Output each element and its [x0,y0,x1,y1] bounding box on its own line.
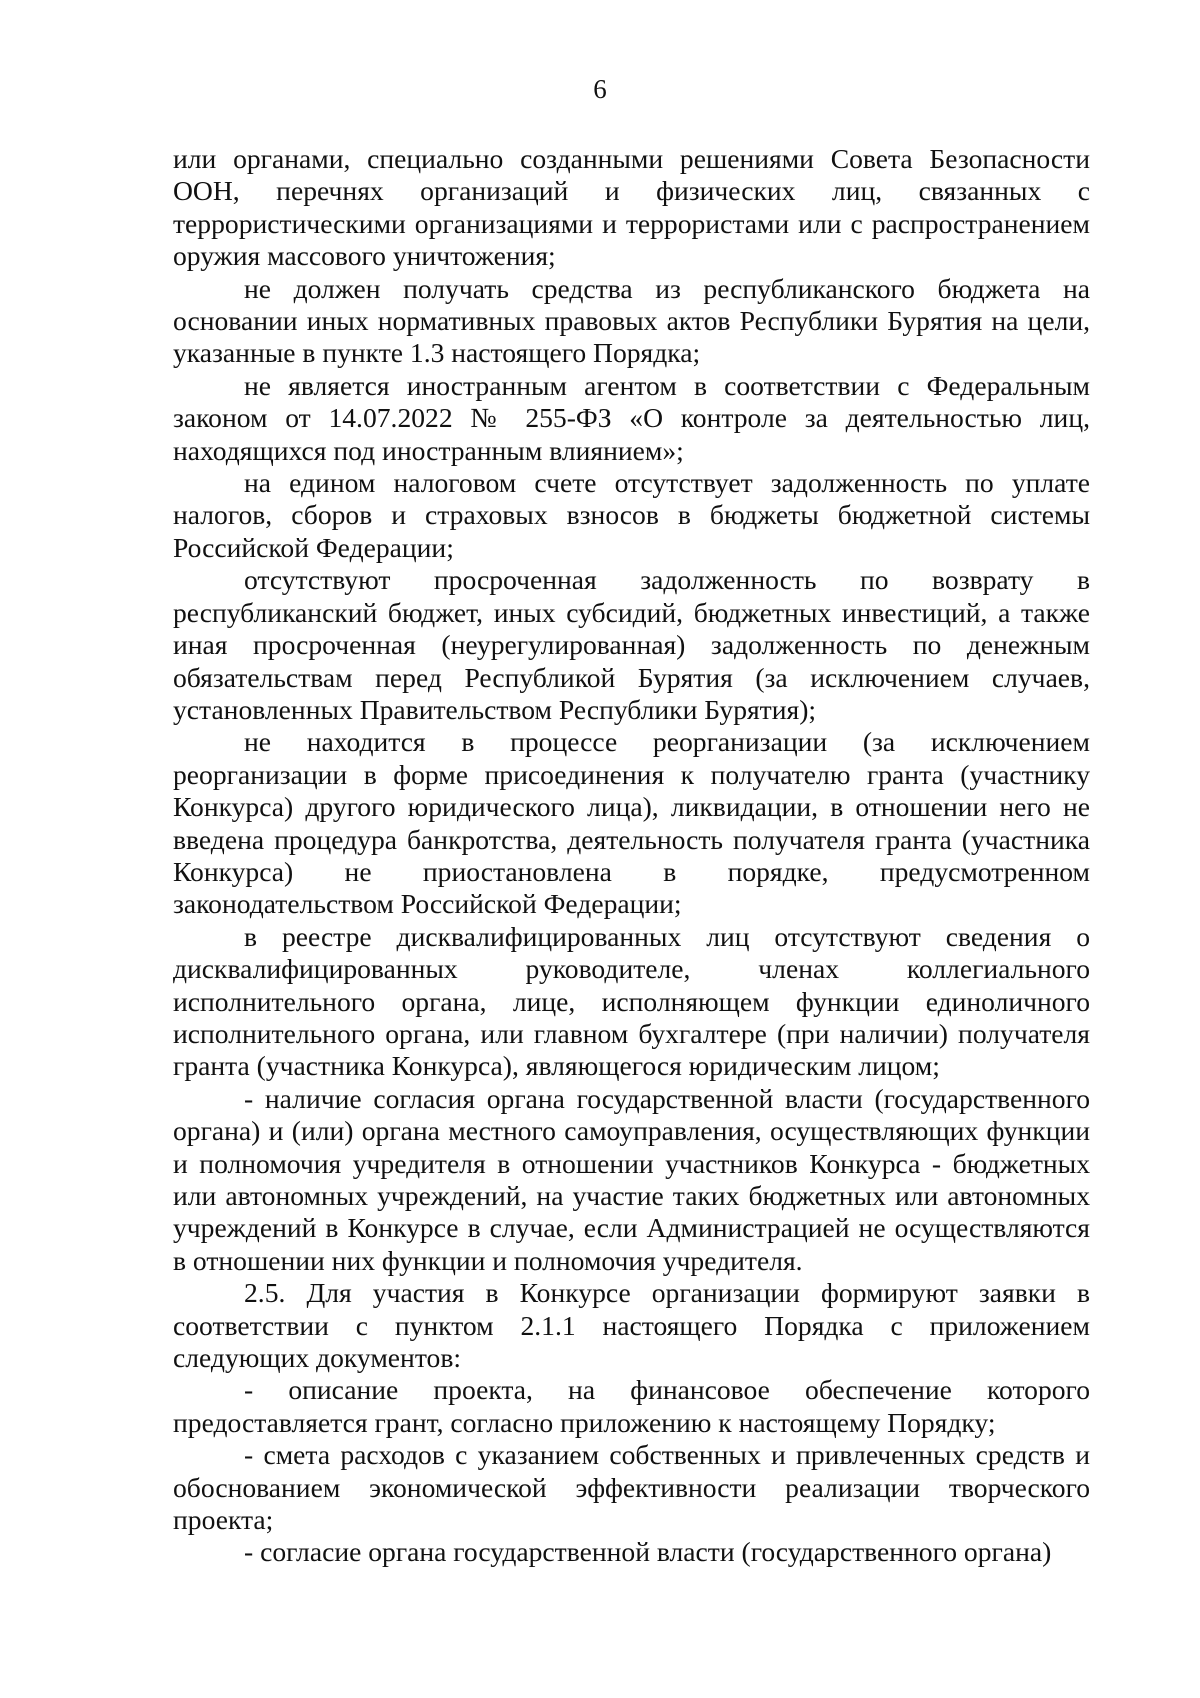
paragraph-11: - смета расходов с указанием собственных и привлеченных средств и обоснованием экономической эффективности реализации творческого проекта; [173,1439,1090,1536]
paragraph-12: - согласие органа государственной власти (государственного органа) [244,1536,1052,1568]
paragraph-7: в реестре дисквалифицированных лиц отсутствуют сведения о дисквалифицированных руководителе, членах коллегиального исполнительного органа, лице, исполняющем функции единоличного исполнительного органа, или главном бухгалтере (при наличии) получателя гранта (участника Конкурса), являющегося юридическим лицом; [173,920,1090,1082]
paragraph-4: на едином налоговом счете отсутствует задолженность по уплате налогов, сборов и страховых взносов в бюджеты бюджетной системы Российской Федерации; [173,467,1090,563]
paragraph-9: 2.5. Для участия в Конкурсе организации формируют заявки в соответствии с пунктом 2.1.1 настоящего Порядка с приложением следующих документов: [173,1277,1090,1374]
paragraph-6: не находится в процессе реорганизации (за исключением реорганизации в форме присоединения к получателю гранта (участнику Конкурса) другого юридического лица), ликвидации, в отношении него не введена процедура банкротства, деятельность получателя гранта (участника Конкурса) не приостановлена в порядке, предусмотренном законодательством Российской Федерации; [173,726,1090,920]
paragraph-2: не должен получать средства из республиканского бюджета на основании иных нормативных правовых актов Республики Бурятия на цели, указанные в пункте 1.3 настоящего Порядка; [173,272,1090,369]
paragraph-10: - описание проекта, на финансовое обеспечение которого предоставляется грант, согласно приложению к настоящему Порядку; [173,1374,1090,1438]
paragraph-1: или органами, специально созданными решениями Совета Безопасности ООН, перечнях организаций и физических лиц, связанных с террористическими организациями и террористами или с распространением оружия массового уничтожения; [173,143,1090,272]
document-body [173,143,1090,1569]
page-number: 6 [593,74,607,104]
paragraph-5: отсутствуют просроченная задолженность по возврату в республиканский бюджет, иных субсидий, бюджетных инвестиций, а также иная просроченная (неурегулированная) задолженность по денежным обязательствам перед Республикой Бурятия (за исключением случаев, установленных Правительством Республики Бурятия); [173,564,1090,725]
paragraph-8: - наличие согласия органа государственной власти (государственного органа) и (или) органа местного самоуправления, осуществляющих функции и полномочия учредителя в отношении участников Конкурса - бюджетных или автономных учреждений, на участие таких бюджетных или автономных учреждений в Конкурсе в случае, если Администрацией не осуществляются в отношении них функции и полномочия учредителя. [173,1082,1090,1276]
paragraph-3: не является иностранным агентом в соответствии с Федеральным законом от 14.07.2022 № 255-ФЗ «О контроле за деятельностью лиц, находящихся под иностранным влиянием»; [173,369,1090,466]
